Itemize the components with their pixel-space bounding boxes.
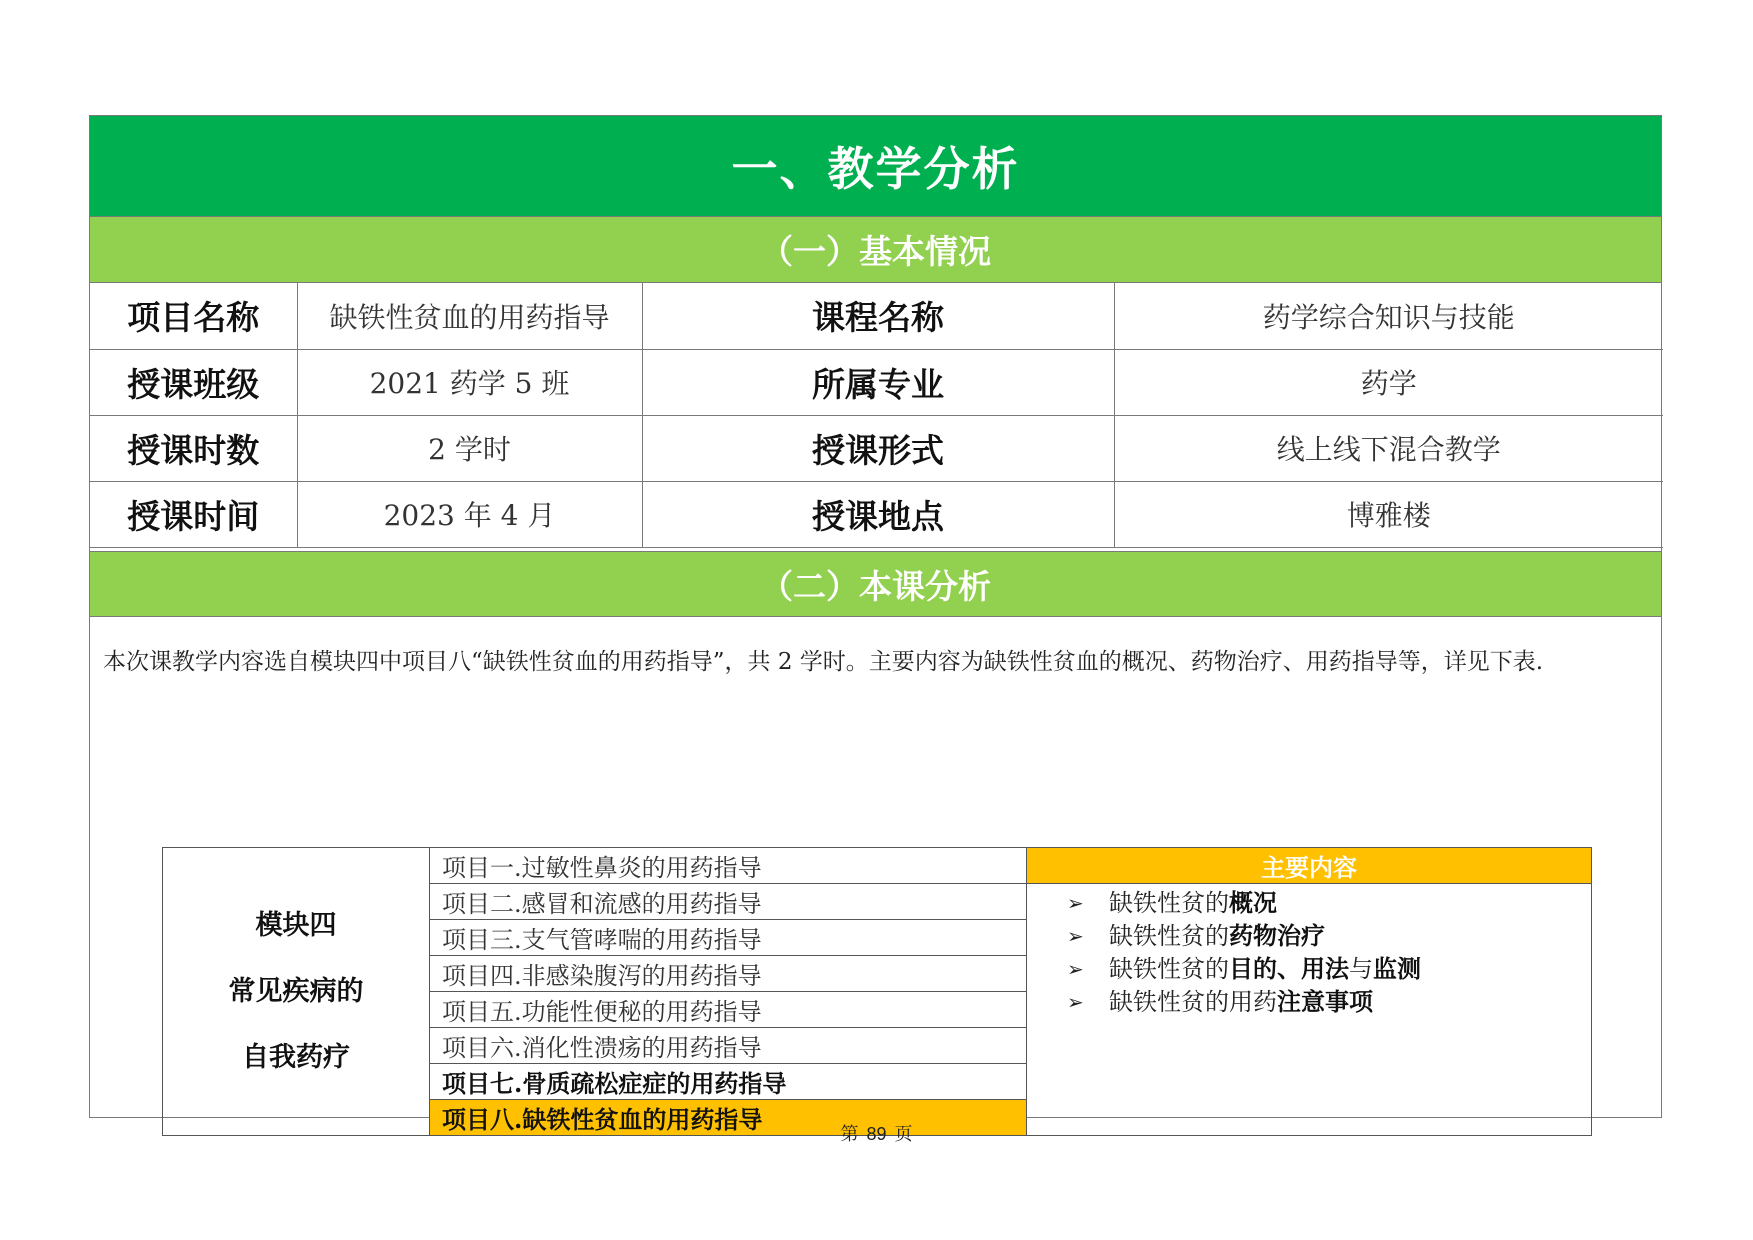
arrow-bullet-icon: ➢: [1067, 990, 1084, 1014]
footer-prefix: 第: [840, 1124, 859, 1145]
section-basic-info-title: （一）基本情况: [760, 232, 991, 271]
main-content-header: 主要内容: [1027, 848, 1592, 884]
project-item-highlighted: 项目八.缺铁性贫血的用药指导: [430, 1100, 1027, 1136]
content-item: [1067, 920, 1591, 953]
content-text: 缺铁性贫的: [1109, 889, 1229, 917]
main-content-cell: [1027, 884, 1592, 1136]
content-emphasis: 概况: [1229, 889, 1277, 917]
content-emphasis: 药物治疗: [1229, 922, 1325, 950]
content-item: [1067, 953, 1591, 986]
info-label: 授课形式: [642, 415, 1114, 481]
info-row: [90, 283, 1663, 349]
info-value: 药学: [1114, 349, 1663, 415]
project-item: 项目七.骨质疏松症症的用药指导: [430, 1064, 1027, 1100]
info-value: 2021 药学 5 班: [297, 349, 642, 415]
main-title: 一、教学分析: [731, 142, 1020, 196]
info-row: [90, 415, 1663, 481]
info-value: 2 学时: [297, 415, 642, 481]
page-footer: [0, 1120, 1753, 1146]
info-row: [90, 349, 1663, 415]
info-label: 所属专业: [642, 349, 1114, 415]
project-item: 项目三.支气管哮喘的用药指导: [430, 920, 1027, 956]
module-title-line: 自我药疗: [242, 1041, 350, 1073]
project-item: 项目二.感冒和流感的用药指导: [430, 884, 1027, 920]
info-value: 2023 年 4 月: [297, 481, 642, 547]
info-label: 授课地点: [642, 481, 1114, 547]
project-item: 项目五.功能性便秘的用药指导: [430, 992, 1027, 1028]
basic-info-table: [90, 283, 1663, 548]
info-value: 缺铁性贫血的用药指导: [297, 283, 642, 349]
section-basic-info-bar: [90, 217, 1661, 283]
info-label: 授课时数: [90, 415, 297, 481]
module-title-line: 常见疾病的: [228, 975, 364, 1007]
page-number: 89: [866, 1124, 887, 1144]
info-label: 课程名称: [642, 283, 1114, 349]
arrow-bullet-icon: ➢: [1067, 957, 1084, 981]
module-title-line: 模块四: [255, 909, 337, 941]
info-value: 博雅楼: [1114, 481, 1663, 547]
info-row: [90, 481, 1663, 547]
project-item: 项目六.消化性溃疡的用药指导: [430, 1028, 1027, 1064]
project-item: 项目一.过敏性鼻炎的用药指导: [430, 848, 1027, 884]
content-item: [1067, 986, 1591, 1019]
content-text: 缺铁性贫的用药: [1109, 988, 1277, 1016]
lesson-intro-paragraph: 本次课教学内容选自模块四中项目八“缺铁性贫血的用药指导”，共 2 学时。主要内容为缺铁性贫血的概况、药物治疗、用药指导等，详见下表.: [103, 649, 1544, 675]
content-item: [1067, 887, 1591, 920]
info-value: 线上线下混合教学: [1114, 415, 1663, 481]
section-lesson-analysis-bar: [90, 551, 1661, 617]
module-project-table: [162, 847, 1592, 1136]
info-label: 项目名称: [90, 283, 297, 349]
content-text: 缺铁性贫的: [1109, 922, 1229, 950]
project-item: 项目四.非感染腹泻的用药指导: [430, 956, 1027, 992]
main-title-bar: [90, 116, 1661, 217]
arrow-bullet-icon: ➢: [1067, 924, 1084, 948]
content-text: 缺铁性贫的: [1109, 955, 1229, 983]
content-emphasis: 监测: [1373, 955, 1421, 983]
footer-suffix: 页: [894, 1124, 913, 1145]
module-title-cell: [163, 848, 430, 1136]
info-label: 授课班级: [90, 349, 297, 415]
info-value: 药学综合知识与技能: [1114, 283, 1663, 349]
content-emphasis: 目的、用法: [1229, 955, 1349, 983]
main-content-list: [1027, 887, 1591, 1019]
info-label: 授课时间: [90, 481, 297, 547]
content-emphasis: 注意事项: [1277, 988, 1373, 1016]
section-lesson-analysis-title: （二）本课分析: [760, 566, 991, 606]
arrow-bullet-icon: ➢: [1067, 891, 1084, 915]
content-text: 与: [1349, 955, 1373, 983]
